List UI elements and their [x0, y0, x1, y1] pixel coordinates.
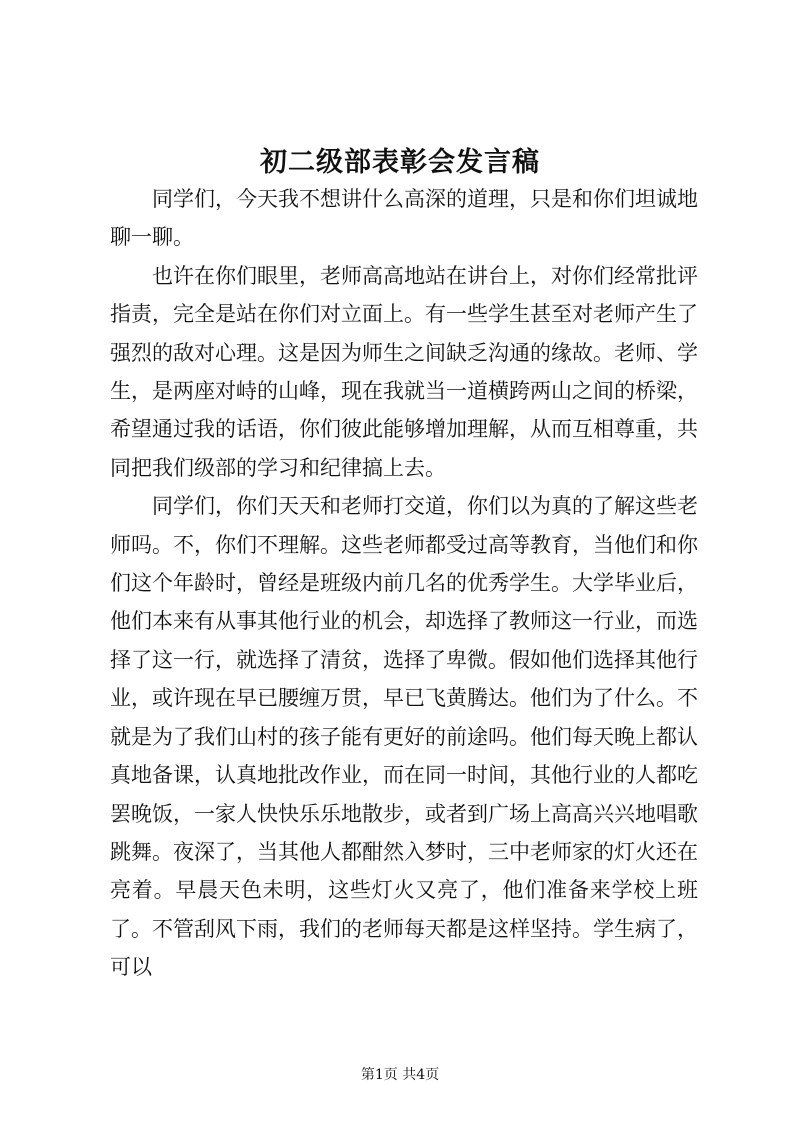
document-title: 初二级部表彰会发言稿: [260, 147, 540, 178]
paragraph-3: 同学们，你们天天和老师打交道，你们以为真的了解这些老师吗。不，你们不理解。这些老师都受过高等教育，当他们和你们这个年龄时，曾经是班级内前几名的优秀学生。大学毕业后，他们本来有从事其他行业的机会，却选择了教师这一行业，而选择了这一行，就选择了清贫，选择了卑微。假如他们选择其他行业，或许现在早已腰缠万贯，早已飞黄腾达。他们为了什么。不就是为了我们山村的孩子能有更好的前途吗。他们每天晚上都认真地备课，认真地批改作业，而在同一时间，其他行业的人都吃罢晚饭，一家人快快乐乐地散步，或者到广场上高高兴兴地唱歌跳舞。夜深了，当其他人都酣然入梦时，三中老师家的灯火还在亮着。早晨天色未明，这些灯火又亮了，他们准备来学校上班了。不管刮风下雨，我们的老师每天都是这样坚持。学生病了，可以: [110, 494, 698, 980]
document-body: [110, 180, 698, 987]
paragraph-1: 同学们，今天我不想讲什么高深的道理，只是和你们坦诚地聊一聊。: [110, 187, 698, 250]
page-footer: 第1页 共4页: [360, 1067, 440, 1083]
paragraph-2: 也许在你们眼里，老师高高地站在讲台上，对你们经常批评指责，完全是站在你们对立面上。有一些学生甚至对老师产生了强烈的敌对心理。这是因为师生之间缺乏沟通的缘故。老师、学生，是两座对峙的山峰，现在我就当一道横跨两山之间的桥梁，希望通过我的话语，你们彼此能够增加理解，从而互相尊重，共同把我们级部的学习和纪律搞上去。: [110, 263, 698, 480]
